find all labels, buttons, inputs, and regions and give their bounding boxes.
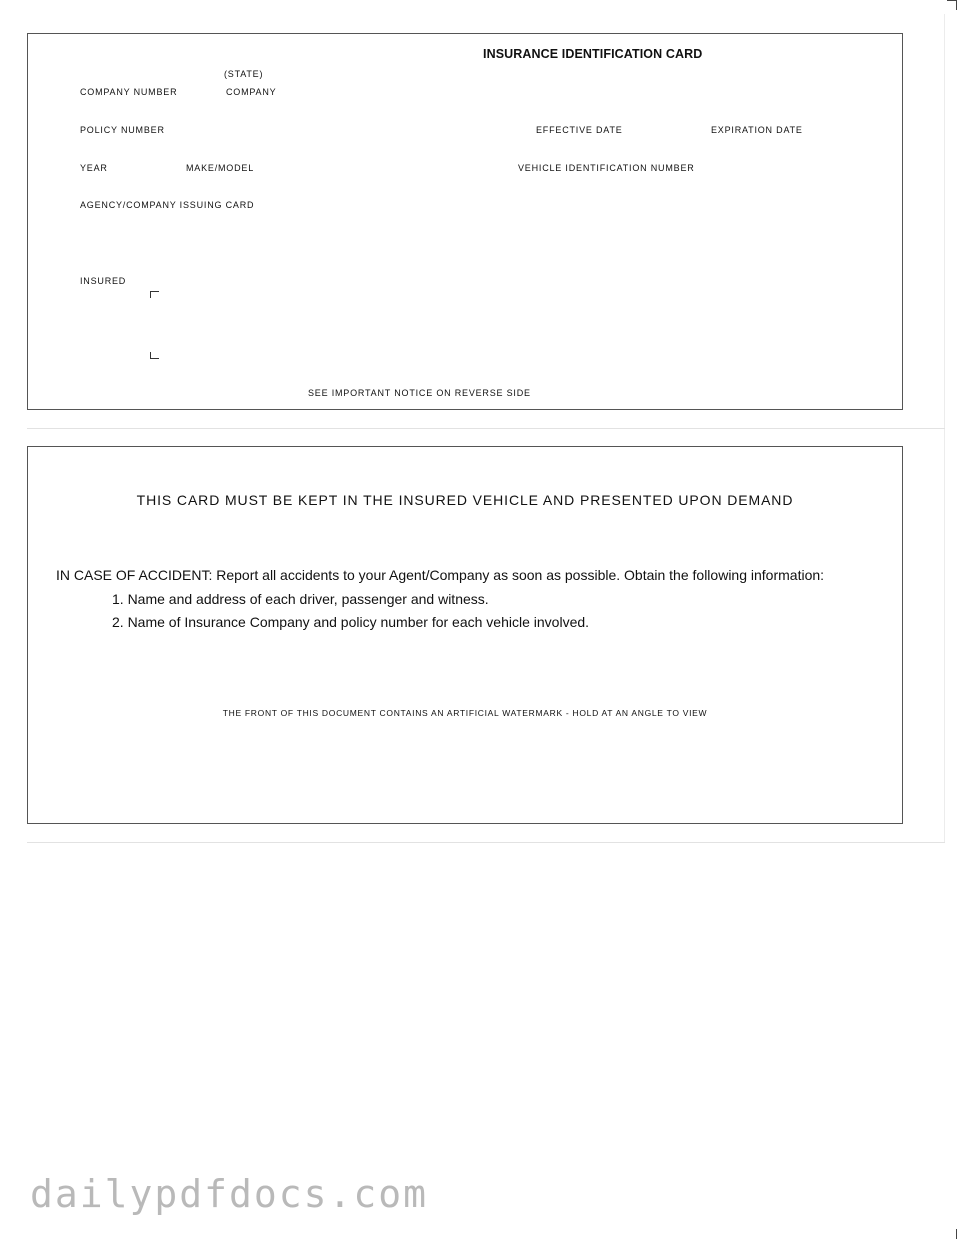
address-window-bottom-bracket [150,352,159,359]
card-separator-top [27,428,945,429]
reverse-side-notice: SEE IMPORTANT NOTICE ON REVERSE SIDE [308,388,531,398]
insured-label: INSURED [80,276,127,286]
insurance-card-front [27,33,903,410]
watermark-note: THE FRONT OF THIS DOCUMENT CONTAINS AN ARTIFICIAL WATERMARK - HOLD AT AN ANGLE TO VIEW [222,708,708,718]
policy-number-label: POLICY NUMBER [80,125,165,135]
company-number-label: COMPANY NUMBER [80,87,178,97]
site-watermark: dailypdfdocs.com [30,1172,429,1216]
vin-label: VEHICLE IDENTIFICATION NUMBER [518,163,695,173]
crop-mark-top-right [947,0,957,10]
accident-list-item: 1. Name and address of each driver, passenger and witness. [112,591,489,607]
make-model-label: MAKE/MODEL [186,163,255,173]
year-label: YEAR [80,163,108,173]
card-separator-bottom [27,842,945,843]
insurance-card-back [27,446,903,824]
expiration-date-label: EXPIRATION DATE [711,125,803,135]
address-window-top-bracket [150,291,159,298]
back-heading: THIS CARD MUST BE KEPT IN THE INSURED VEHICLE AND PRESENTED UPON DEMAND [136,492,794,508]
agency-label: AGENCY/COMPANY ISSUING CARD [80,200,255,210]
company-label: COMPANY [226,87,277,97]
accident-list-item: 2. Name of Insurance Company and policy number for each vehicle involved. [112,614,590,630]
accident-instructions: IN CASE OF ACCIDENT: Report all accidents to your Agent/Company as soon as possible. Obtain the following information: [56,567,825,583]
state-label: (STATE) [224,69,264,79]
effective-date-label: EFFECTIVE DATE [536,125,623,135]
card-title: INSURANCE IDENTIFICATION CARD [483,47,703,61]
